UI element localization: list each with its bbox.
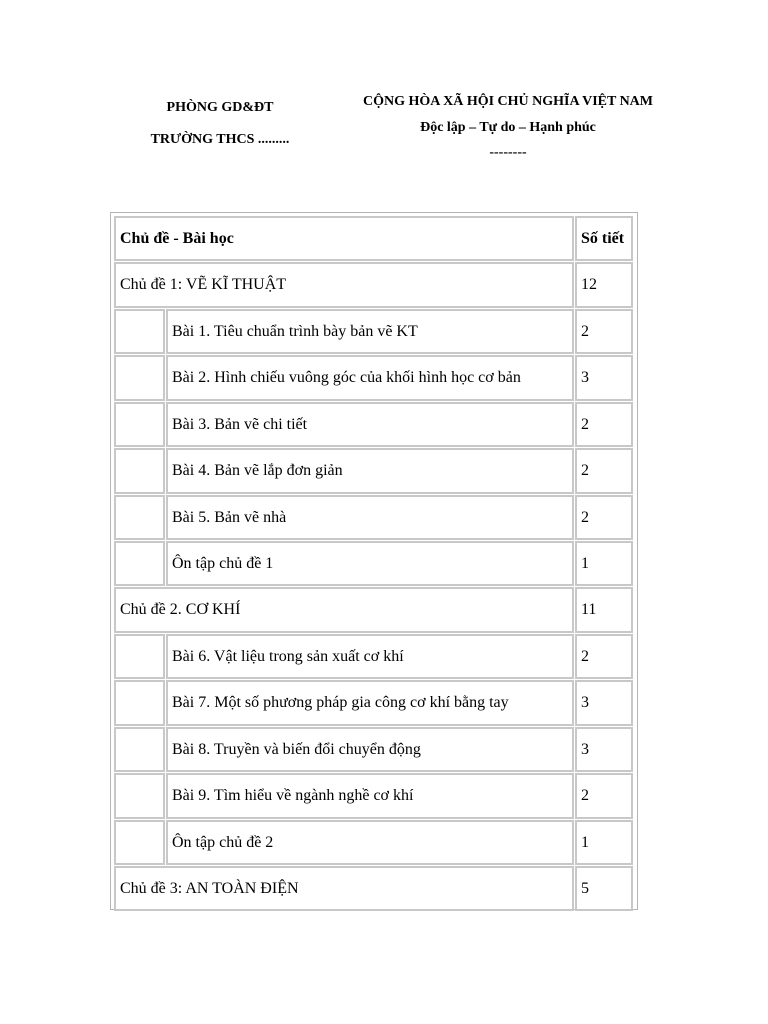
lesson-cell-text: Bài 3. Bản vẽ chi tiết	[172, 415, 308, 433]
department-name: PHÒNG GD&ĐT	[166, 100, 274, 115]
lesson-cell-text: Bài 8. Truyền và biến đổi chuyển động	[172, 740, 421, 758]
topic-cell-text: Chủ đề 2. CƠ KHÍ	[120, 601, 241, 618]
lesson-cell-text: Bài 5. Bản vẽ nhà	[172, 508, 287, 526]
lesson-cell-text: Bài 9. Tìm hiểu về ngành nghề cơ khí	[172, 787, 414, 804]
topic-cell-text: Chủ đề 1: VẼ KĨ THUẬT	[120, 276, 287, 293]
lesson-cell	[166, 448, 574, 494]
periods-cell	[575, 309, 633, 354]
lesson-cell	[166, 634, 574, 679]
column-header-topic-text: Chủ đề - Bài học	[120, 229, 234, 247]
topic-cell	[114, 587, 574, 633]
periods-cell-text: 2	[581, 462, 589, 479]
periods-cell	[575, 402, 633, 447]
periods-cell-text: 3	[581, 740, 589, 758]
lesson-cell	[166, 402, 574, 447]
lesson-cell-text: Bài 2. Hình chiếu vuông góc của khối hình học cơ bản	[172, 369, 521, 386]
curriculum-table	[110, 212, 638, 910]
periods-cell	[575, 541, 633, 586]
periods-cell-text: 12	[581, 276, 597, 293]
periods-cell	[575, 680, 633, 726]
periods-cell-text: 3	[581, 369, 589, 386]
periods-cell	[575, 355, 633, 401]
periods-cell-text: 2	[581, 787, 589, 804]
periods-cell	[575, 495, 633, 540]
periods-cell	[575, 820, 633, 865]
periods-cell	[575, 448, 633, 494]
lesson-cell-text: Bài 6. Vật liệu trong sản xuất cơ khí	[172, 647, 404, 665]
indent-cell	[114, 541, 165, 586]
indent-cell	[114, 727, 165, 772]
column-header-periods	[575, 216, 633, 261]
lesson-cell	[166, 309, 574, 354]
periods-cell-text: 1	[581, 554, 589, 572]
periods-cell-text: 2	[581, 415, 589, 433]
lesson-cell	[166, 820, 574, 865]
indent-cell	[114, 634, 165, 679]
indent-cell	[114, 309, 165, 354]
periods-cell	[575, 262, 633, 308]
periods-cell	[575, 587, 633, 633]
indent-cell	[114, 820, 165, 865]
indent-cell	[114, 495, 165, 540]
national-title: CỘNG HÒA XÃ HỘI CHỦ NGHĨA VIỆT NAM	[362, 94, 653, 109]
column-header-topic	[114, 216, 574, 261]
periods-cell-text: 1	[581, 833, 589, 851]
national-motto: Độc lập – Tự do – Hạnh phúc	[420, 120, 596, 135]
periods-cell	[575, 634, 633, 679]
lesson-cell-text: Bài 7. Một số phương pháp gia công cơ khí bằng tay	[172, 694, 509, 711]
lesson-cell	[166, 773, 574, 819]
indent-cell	[114, 448, 165, 494]
periods-cell	[575, 727, 633, 772]
indent-cell	[114, 680, 165, 726]
indent-cell	[114, 355, 165, 401]
periods-cell-text: 11	[581, 601, 597, 618]
lesson-cell-text: Bài 4. Bản vẽ lắp đơn giản	[172, 462, 343, 479]
lesson-cell	[166, 727, 574, 772]
periods-cell-text: 2	[581, 647, 589, 665]
periods-cell	[575, 866, 633, 911]
lesson-cell-text: Bài 1. Tiêu chuẩn trình bày bản vẽ KT	[172, 322, 418, 340]
periods-cell-text: 2	[581, 508, 589, 526]
lesson-cell	[166, 680, 574, 726]
periods-cell-text: 5	[581, 879, 589, 897]
periods-cell-text: 3	[581, 694, 589, 711]
topic-cell	[114, 262, 574, 308]
lesson-cell	[166, 495, 574, 540]
lesson-cell-text: Ôn tập chủ đề 2	[172, 833, 274, 851]
lesson-cell	[166, 541, 574, 586]
lesson-cell-text: Ôn tập chủ đề 1	[172, 554, 274, 572]
topic-cell	[114, 866, 574, 911]
indent-cell	[114, 402, 165, 447]
indent-cell	[114, 773, 165, 819]
periods-cell	[575, 773, 633, 819]
lesson-cell	[166, 355, 574, 401]
school-name: TRƯỜNG THCS .........	[150, 132, 290, 147]
topic-cell-text: Chủ đề 3: AN TOÀN ĐIỆN	[120, 879, 299, 897]
header-divider: --------	[489, 145, 527, 160]
periods-cell-text: 2	[581, 322, 589, 340]
column-header-periods-text: Số tiết	[581, 229, 625, 247]
